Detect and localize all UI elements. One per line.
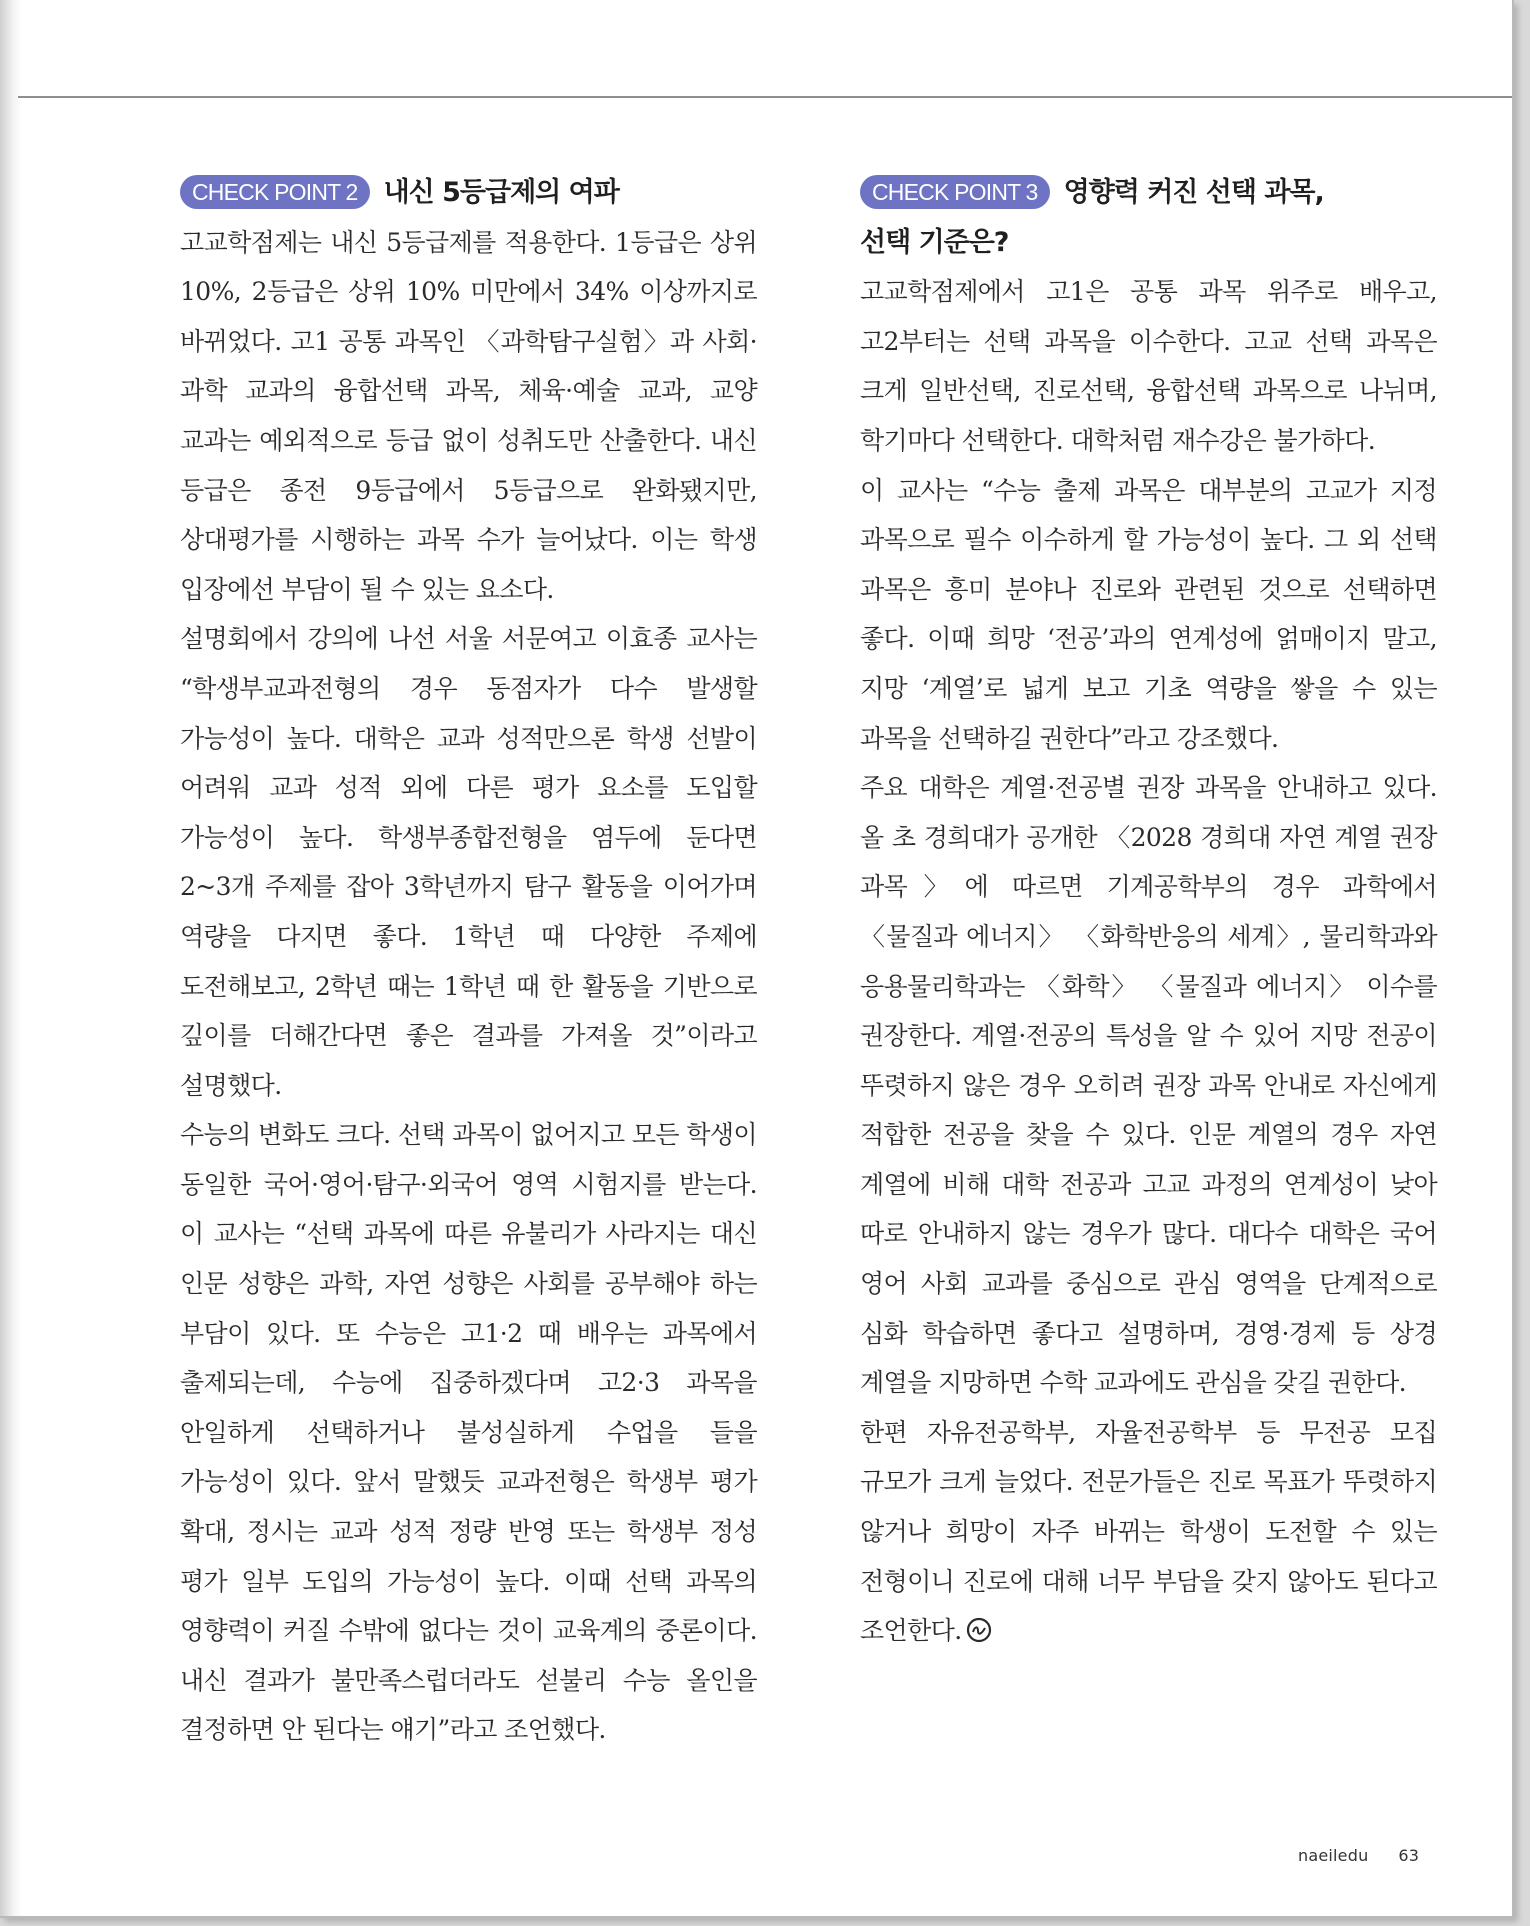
body-paragraph: 설명회에서 강의에 나선 서울 서문여고 이효종 교사는 “학생부교과전형의 경우 동점자가 다수 발생할 가능성이 높다. 대학은 교과 성적만으론 학생 선발이 어려워 교과 성적 외에 다른 평가 요소를 도입할 가능성이 높다. 학생부종합전형을 염두에 둔다면 2~3개 주제를 잡아 3학년까지 탐구 활동을 이어가며 역량을 다지면 좋다. 1학년 때 다양한 주제에 도전해보고, 2학년 때는 1학년 때 한 활동을 기반으로 깊이를 더해간다면 좋은 결과를 가져올 것”이라고 설명했다. xyxy=(180,624,757,1100)
publication-name: naeiledu xyxy=(1298,1846,1369,1865)
section-heading-check-point-2 xyxy=(180,168,757,218)
body-paragraph: 주요 대학은 계열·전공별 권장 과목을 안내하고 있다. 올 초 경희대가 공개한 〈2028 경희대 자연 계열 권장 과목〉에 따르면 기계공학부의 경우 과학에서 〈물질과 에너지〉 〈화학반응의 세계〉, 물리학과와 응용물리학과는 〈화학〉 〈물질과 에너지〉 이수를 권장한다. 계열·전공의 특성을 알 수 있어 지망 전공이 뚜렷하지 않은 경우 오히려 권장 과목 안내로 자신에게 적합한 전공을 찾을 수 있다. 인문 계열의 경우 자연 계열에 비해 대학 전공과 고교 과정의 연계성이 낮아 따로 안내하지 않는 경우가 많다. 대다수 대학은 국어 영어 사회 교과를 중심으로 관심 영역을 단계적으로 심화 학습하면 좋다고 설명하며, 경영·경제 등 상경 계열을 지망하면 수학 교과에도 관심을 갖길 권한다. xyxy=(860,773,1437,1398)
section-title: 내신 5등급제의 여파 xyxy=(383,177,619,208)
section-title-line-1: 영향력 커진 선택 과목, xyxy=(1063,177,1324,208)
page-number: 63 xyxy=(1398,1846,1420,1865)
body-paragraph: 이 교사는 “수능 출제 과목은 대부분의 고교가 지정 과목으로 필수 이수하게 할 가능성이 높다. 그 외 선택 과목은 흥미 분야나 진로와 관련된 것으로 선택하면 좋다. 이때 희망 ‘전공’과의 연계성에 얽매이지 말고, 지망 ‘계열’로 넓게 보고 기초 역량을 쌓을 수 있는 과목을 선택하길 권한다”라고 강조했다. xyxy=(860,475,1437,753)
body-paragraph: 고교학점제는 내신 5등급제를 적용한다. 1등급은 상위 10%, 2등급은 상위 10% 미만에서 34% 이상까지로 바뀌었다. 고1 공통 과목인 〈과학탐구실험〉과 사회·과학 교과의 융합선택 과목, 체육·예술 교과, 교양 교과는 예외적으로 등급 없이 성취도만 산출한다. 내신 등급은 종전 9등급에서 5등급으로 완화됐지만, 상대평가를 시행하는 과목 수가 늘어났다. 이는 학생 입장에선 부담이 될 수 있는 요소다. xyxy=(180,227,757,604)
check-point-badge: CHECK POINT 3 xyxy=(860,175,1050,209)
page-footer xyxy=(1298,1846,1419,1865)
magazine-logo-icon xyxy=(966,1617,992,1643)
section-heading-check-point-3 xyxy=(860,168,1437,218)
section-title xyxy=(1064,168,1324,218)
right-column xyxy=(860,168,1437,1656)
body-paragraph: 수능의 변화도 크다. 선택 과목이 없어지고 모든 학생이 동일한 국어·영어·탐구·외국어 영역 시험지를 받는다. 이 교사는 “선택 과목에 따른 유불리가 사라지는 대신 인문 성향은 과학, 자연 성향은 사회를 공부해야 하는 부담이 있다. 또 수능은 고1·2 때 배우는 과목에서 출제되는데, 수능에 집중하겠다며 고2·3 과목을 안일하게 선택하거나 불성실하게 수업을 들을 가능성이 있다. 앞서 말했듯 교과전형은 학생부 평가 확대, 정시는 교과 성적 정량 반영 또는 학생부 정성 평가 일부 도입의 가능성이 높다. 이때 선택 과목의 영향력이 커질 수밖에 없다는 것이 교육계의 중론이다. 내신 결과가 불만족스럽더라도 섣불리 수능 올인을 결정하면 안 된다는 얘기”라고 조언했다. xyxy=(180,1120,757,1745)
check-point-badge: CHECK POINT 2 xyxy=(180,175,370,209)
page-spine-shadow xyxy=(0,0,22,1916)
header-divider xyxy=(18,96,1512,98)
body-paragraph: 고교학점제에서 고1은 공통 과목 위주로 배우고, 고2부터는 선택 과목을 이수한다. 고교 선택 과목은 크게 일반선택, 진로선택, 융합선택 과목으로 나뉘며, 학기마다 선택한다. 대학처럼 재수강은 불가하다. xyxy=(860,277,1437,455)
body-paragraph-text: 한편 자유전공학부, 자율전공학부 등 무전공 모집 규모가 크게 늘었다. 전문가들은 진로 목표가 뚜렷하지 않거나 희망이 자주 바뀌는 학생이 도전할 수 있는 전형이니 진로에 대해 너무 부담을 갖지 않아도 된다고 조언한다. xyxy=(860,1417,1437,1646)
section-title-line-2: 선택 기준은? xyxy=(860,226,1009,258)
body-paragraph-last xyxy=(860,1408,1437,1656)
left-column xyxy=(180,168,757,1755)
